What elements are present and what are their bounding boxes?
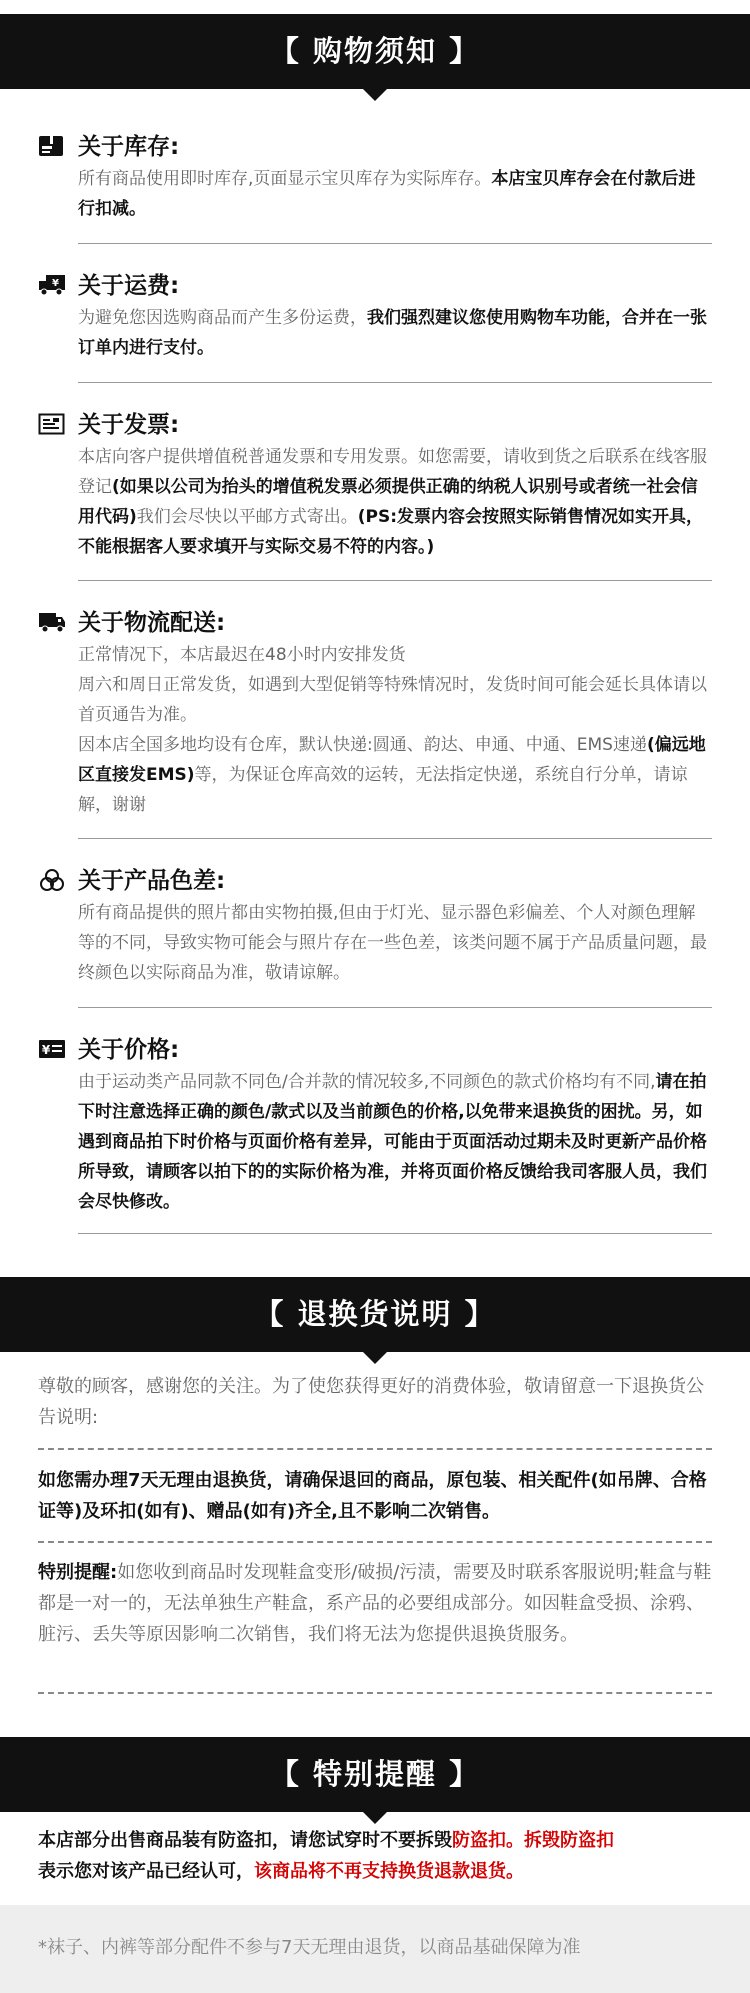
section-color <box>38 864 712 988</box>
section-body <box>78 303 712 363</box>
divider <box>78 382 712 383</box>
invoice-text-bold-2: (PS:发票内容会按照实际销售情况如实开具，不能根据客人要求填开与实际交易不符的内容。) <box>78 507 704 557</box>
footnote-box <box>0 1905 750 1993</box>
section-body <box>78 898 712 988</box>
dashed-divider <box>38 1692 712 1694</box>
stock-text-bold: 本店宝贝库存会在付款后进行扣减。 <box>78 169 696 219</box>
logistics-text-2: 等，为保证仓库高效的运转，无法指定快递，系统自行分单，请谅解，谢谢 <box>78 765 688 815</box>
logistics-line-3 <box>78 730 712 820</box>
returns-intro <box>38 1371 712 1433</box>
divider <box>78 838 712 839</box>
svg-text:¥: ¥ <box>52 278 59 289</box>
returns-policy <box>38 1465 712 1527</box>
banner-title: 【 特别提醒 】 <box>269 1757 481 1791</box>
divider <box>78 243 712 244</box>
banner-notch <box>363 89 387 101</box>
banner-notch <box>363 1812 387 1824</box>
price-tag-icon <box>38 1037 66 1061</box>
reminder-line-1-red: 防盗扣。拆毁防盗扣 <box>452 1830 614 1851</box>
section-invoice <box>38 408 712 562</box>
banner-title: 【 购物须知 】 <box>269 34 481 68</box>
logistics-text-bold: (偏远地区直接发EMS) <box>78 735 706 785</box>
truck-yen-icon <box>38 273 66 297</box>
section-title: 关于运费: <box>78 273 180 299</box>
section-logistics <box>38 606 712 820</box>
shopping-notice-banner <box>0 14 750 89</box>
reminder-line-2: 表示您对该产品已经认可， <box>38 1861 254 1882</box>
invoice-icon <box>38 412 66 436</box>
returns-intro-text: 尊敬的顾客，感谢您的关注。为了使您获得更好的消费体验，敬请留意一下退换货公告说明: <box>38 1376 704 1428</box>
divider <box>78 580 712 581</box>
special-reminder-banner <box>0 1737 750 1812</box>
section-title: 关于库存: <box>78 134 180 160</box>
divider <box>78 1233 712 1234</box>
section-body <box>78 640 712 820</box>
divider <box>78 1007 712 1008</box>
color-circles-icon <box>38 868 66 892</box>
delivery-truck-icon <box>38 610 66 634</box>
invoice-text-2: 我们会尽快以平邮方式寄出。 <box>136 507 358 527</box>
invoice-text: 本店向客户提供增值税普通发票和专用发票。如您需要，请收到货之后联系在线客服登记 <box>78 447 707 497</box>
box-icon <box>38 134 66 158</box>
section-title: 关于价格: <box>78 1037 180 1063</box>
stock-text: 所有商品使用即时库存,页面显示宝贝库存为实际库存。 <box>78 169 492 189</box>
banner-title: 【 退换货说明 】 <box>254 1297 496 1331</box>
special-text: 如您收到商品时发现鞋盒变形/破损/污渍，需要及时联系客服说明;鞋盒与鞋都是一对一的，无法单独生产鞋盒，系产品的必要组成部分。如因鞋盒受损、涂鸦、脏污、丢失等原因影响二次销售，我们将无法为您提供退换货服务。 <box>38 1562 712 1645</box>
returns-banner <box>0 1277 750 1352</box>
section-title: 关于发票: <box>78 412 180 438</box>
price-text-bold: 请在拍下时注意选择正确的颜色/款式以及当前颜色的价格,以免带来退换货的困扰。另，如遇到商品拍下时价格与页面价格有差异，可能由于页面活动过期未及时更新产品价格所导致，请顾客以拍下的的实际价格为准，并将页面价格反馈给我司客服人员，我们会尽快修改。 <box>78 1072 707 1212</box>
returns-special <box>38 1557 712 1650</box>
section-title: 关于物流配送: <box>78 610 226 636</box>
logistics-line-2: 周六和周日正常发货，如遇到大型促销等特殊情况时，发货时间可能会延长具体请以首页通告为准。 <box>78 675 707 725</box>
reminder-text <box>38 1825 712 1887</box>
section-body <box>78 442 712 562</box>
section-price <box>38 1033 712 1217</box>
dashed-divider <box>38 1448 712 1450</box>
section-body <box>78 1067 712 1217</box>
section-stock <box>38 130 712 224</box>
shipping-text: 为避免您因选购商品而产生多份运费， <box>78 308 367 328</box>
invoice-text-bold: (如果以公司为抬头的增值税发票必须提供正确的纳税人识别号或者统一社会信用代码) <box>78 477 698 527</box>
color-text: 所有商品提供的照片都由实物拍摄,但由于灯光、显示器色彩偏差、个人对颜色理解等的不同，导致实物可能会与照片存在一些色差，该类问题不属于产品质量问题，最终颜色以实际商品为准，敬请谅解。 <box>78 903 707 983</box>
logistics-text: 因本店全国多地均设有仓库，默认快递:圆通、韵达、申通、中通、EMS速递 <box>78 735 647 755</box>
shipping-text-bold: 我们强烈建议您使用购物车功能，合并在一张订单内进行支付。 <box>78 308 707 358</box>
price-text: 由于运动类产品同款不同色/合并款的情况较多,不同颜色的款式价格均有不同, <box>78 1072 656 1092</box>
returns-policy-text: 如您需办理7天无理由退换货，请确保退回的商品，原包装、相关配件(如吊牌、合格证等)及环扣(如有)、赠品(如有)齐全,且不影响二次销售。 <box>38 1470 707 1522</box>
dashed-divider <box>38 1541 712 1543</box>
section-shipping-fee <box>38 269 712 363</box>
banner-notch <box>363 1352 387 1364</box>
svg-text:¥: ¥ <box>41 1043 51 1057</box>
special-label: 特别提醒: <box>38 1562 118 1583</box>
footnote-text: *袜子、内裤等部分配件不参与7天无理由退货，以商品基础保障为准 <box>38 1937 581 1958</box>
section-body <box>78 164 712 224</box>
reminder-line-1: 本店部分出售商品装有防盗扣，请您试穿时不要拆毁 <box>38 1830 452 1851</box>
reminder-line-2-red: 该商品将不再支持换货退款退货。 <box>254 1861 524 1882</box>
logistics-line-1: 正常情况下，本店最迟在48小时内安排发货 <box>78 645 406 665</box>
section-title: 关于产品色差: <box>78 868 226 894</box>
